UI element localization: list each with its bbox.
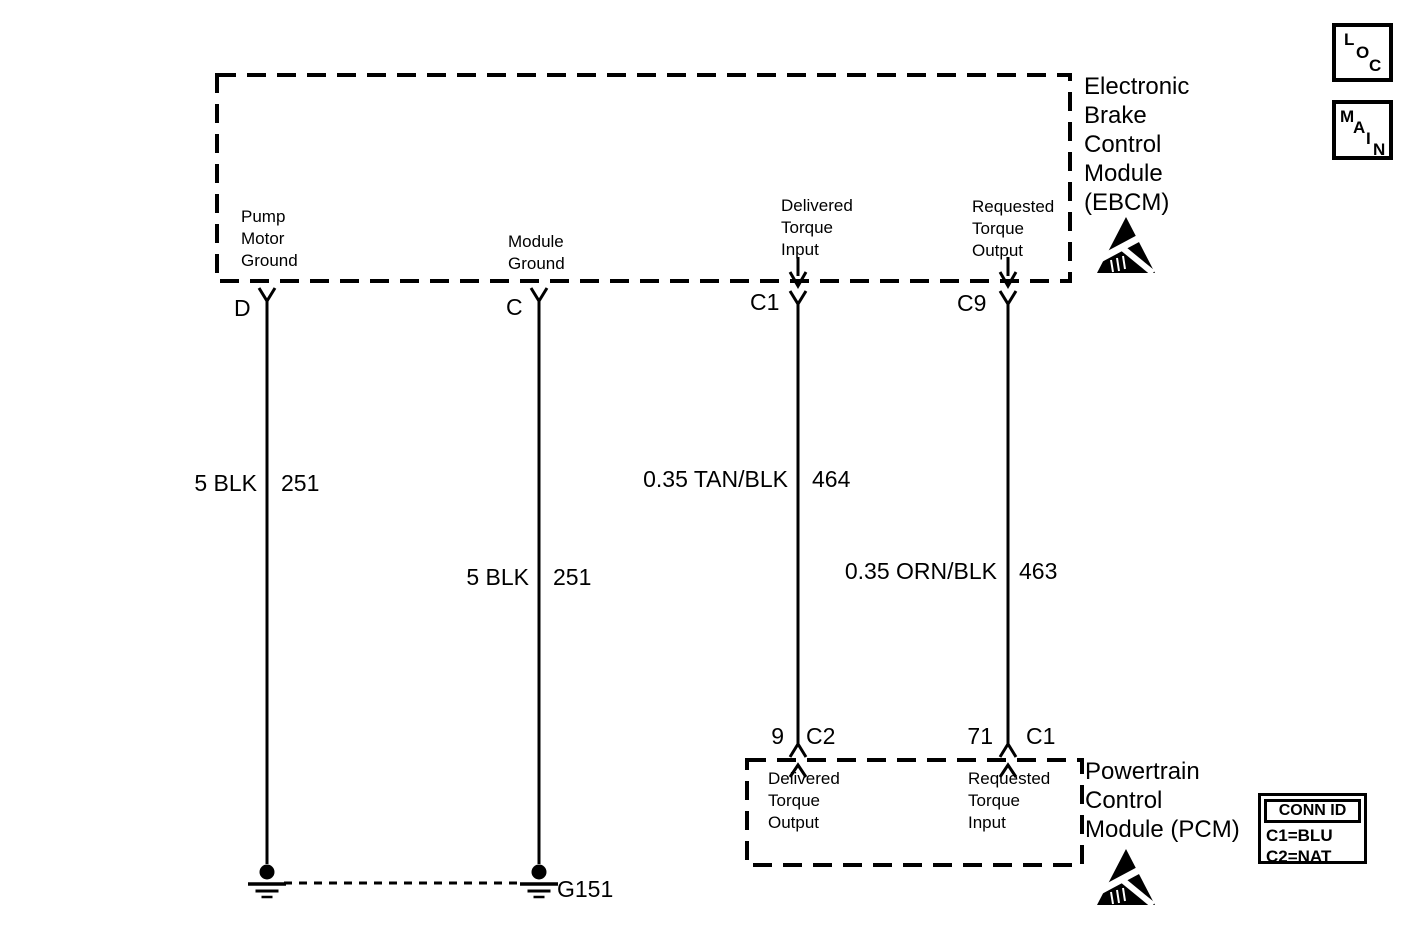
- main-badge: [1332, 100, 1393, 160]
- wire-circuit: 251: [553, 564, 592, 590]
- pcm-terminal-9: 9: [771, 723, 784, 749]
- wire-circuit: 464: [812, 466, 851, 492]
- ebcm-pin-function-pump-motor-ground: Pump Motor Ground: [241, 207, 298, 270]
- ebcm-title-line: Electronic: [1084, 73, 1190, 100]
- ebcm-title-line: Brake: [1084, 102, 1147, 129]
- main-letter: I: [1366, 129, 1371, 148]
- pcm-connector-c1: C1: [1026, 723, 1056, 749]
- loc-badge: [1332, 23, 1393, 82]
- ground-symbol: [248, 865, 286, 898]
- main-letter: N: [1373, 140, 1386, 159]
- esd-sensitive-icon: [1097, 849, 1155, 905]
- loc-letter: C: [1369, 56, 1382, 75]
- pcm-title-line: Control: [1085, 787, 1163, 814]
- loc-letter: L: [1344, 30, 1355, 49]
- pcm-terminal-71: 71: [967, 723, 993, 749]
- pcm-title-line: Module (PCM): [1085, 816, 1240, 843]
- main-letter: M: [1340, 107, 1355, 126]
- pcm-title-line: Powertrain: [1085, 758, 1200, 785]
- ebcm-pin-function-module-ground: Module Ground: [508, 232, 565, 273]
- wire-463-requested-torque: [1000, 257, 1016, 777]
- wire-circuit: 463: [1019, 558, 1058, 584]
- wire-label: 5 BLK: [466, 564, 529, 590]
- ebcm-pin-function-delivered-torque-input: Delivered Torque Input: [781, 196, 853, 259]
- ground-id: G151: [557, 876, 614, 902]
- conn-id-table-rows: [1261, 823, 1364, 867]
- ebcm-title-line: Control: [1084, 131, 1162, 158]
- wire-label: 0.35 TAN/BLK: [643, 466, 788, 492]
- ebcm-pin-function-requested-torque-output: Requested Torque Output: [972, 197, 1055, 260]
- ebcm-pin-id-d: D: [234, 295, 251, 321]
- wire-label: 0.35 ORN/BLK: [844, 558, 997, 584]
- conn-id-table: [1258, 793, 1367, 864]
- pcm-pin-function-requested-torque-input: Requested Torque Input: [968, 769, 1051, 832]
- wire-circuit: 251: [281, 470, 320, 496]
- ebcm-title-line: (EBCM): [1084, 189, 1170, 216]
- pcm-title: [1085, 757, 1240, 844]
- wire-label: 5 BLK: [194, 470, 257, 496]
- ebcm-pin-id-c9: C9: [957, 290, 987, 316]
- ebcm-pin-id-c: C: [506, 294, 523, 320]
- conn-id-table-header: CONN ID: [1264, 799, 1361, 823]
- wire-251-module-ground: [531, 288, 547, 864]
- ebcm-title: [1084, 72, 1189, 217]
- loc-letter: O: [1356, 43, 1370, 62]
- ground-symbol: [520, 865, 558, 898]
- wire-251-pump-motor-ground: [259, 288, 275, 864]
- ebcm-box: [217, 75, 1070, 281]
- pcm-pin-function-delivered-torque-output: Delivered Torque Output: [768, 769, 840, 832]
- ebcm-title-line: Module: [1084, 160, 1163, 187]
- conn-id-row: C2=NAT: [1266, 847, 1332, 866]
- pcm-connector-c2: C2: [806, 723, 836, 749]
- main-letter: A: [1353, 118, 1366, 137]
- wire-464-delivered-torque: [790, 257, 806, 777]
- conn-id-row: C1=BLU: [1266, 826, 1333, 845]
- ebcm-pin-id-c1: C1: [750, 289, 780, 315]
- esd-sensitive-icon: [1097, 217, 1155, 273]
